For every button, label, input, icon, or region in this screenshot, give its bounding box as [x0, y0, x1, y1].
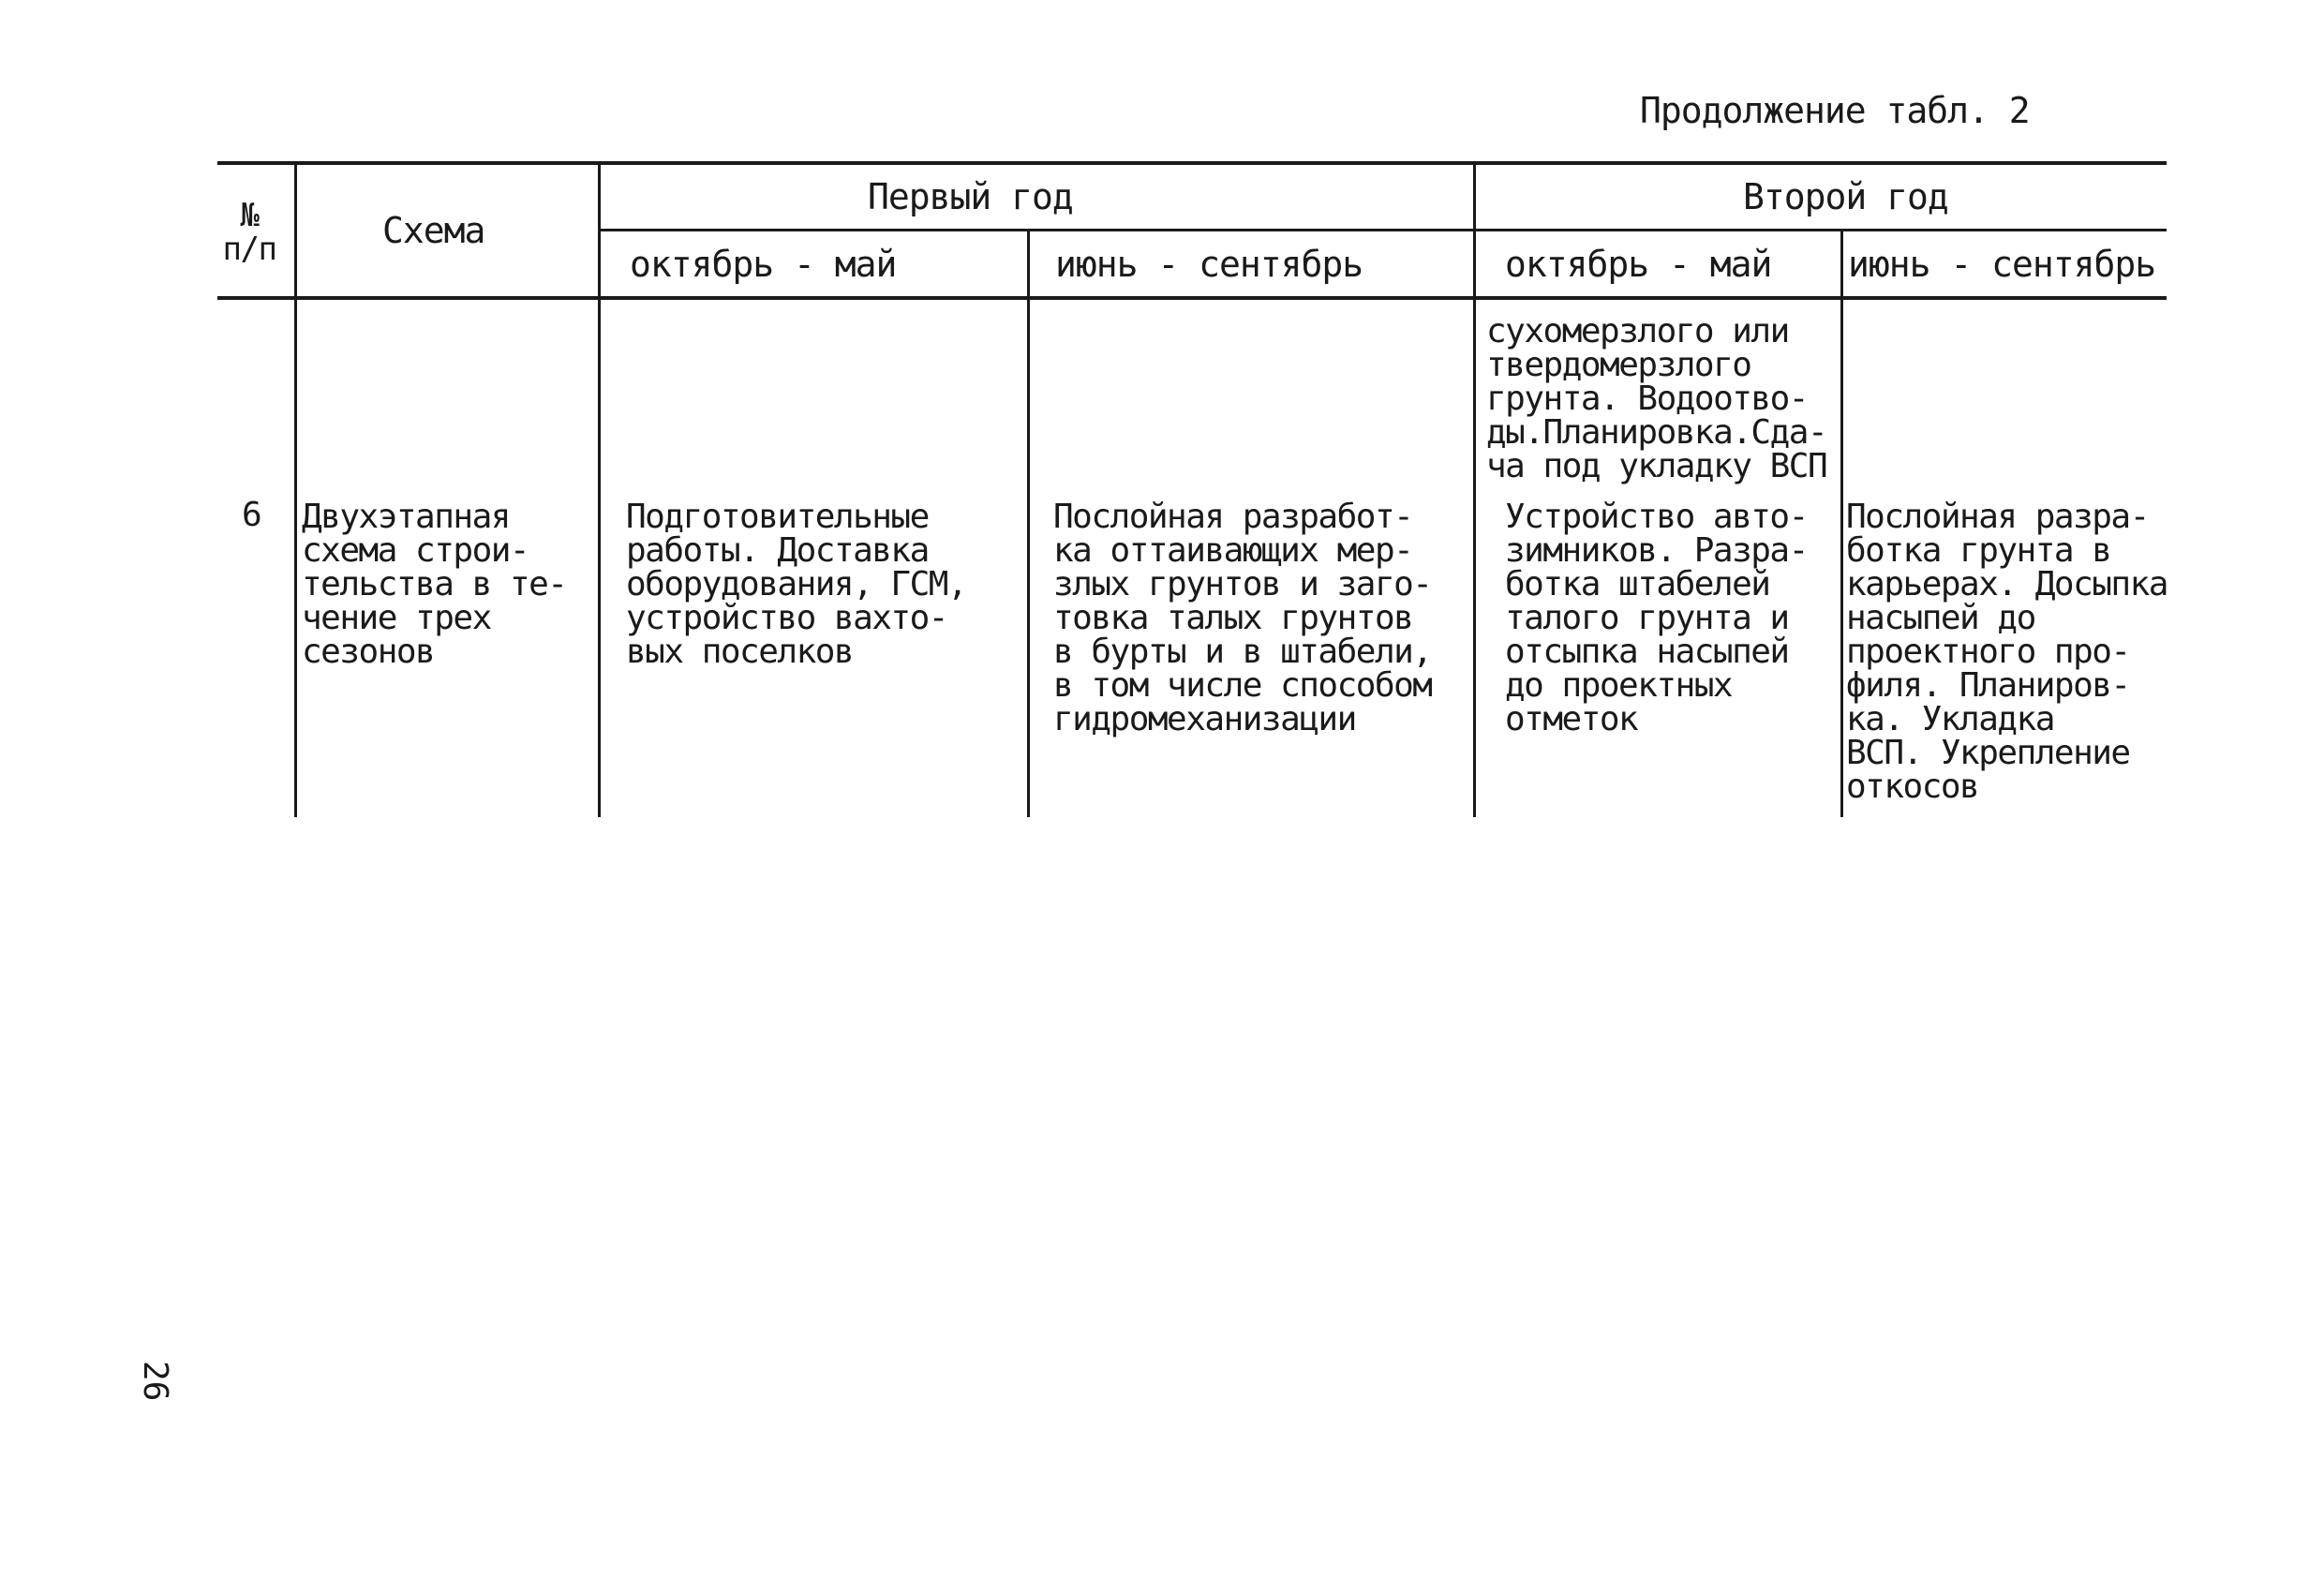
col-divider-num: [294, 161, 297, 817]
col-divider-years: [1473, 161, 1476, 817]
header-bottom-rule: [217, 296, 2167, 300]
cell-y2-jun-sep: Послойная разра- ботка грунта в карьерах. Досыпка насыпей до проектного про- филя. Планиров- ка. Укладка ВСП. Укрепление откосов: [1846, 498, 2168, 806]
table-continuation-label: Продолжение табл. 2: [1640, 90, 2030, 131]
row-number: 6: [242, 496, 261, 534]
cell-y2-oct-may: Устройство авто- зимников. Разра- ботка штабелей талого грунта и отсыпка насыпей до проектных отметок: [1505, 498, 1808, 738]
header-y1-oct-may: октябрь - май: [630, 244, 897, 285]
page-number: 26: [136, 1361, 174, 1402]
cell-scheme: Двухэтапная схема строи- тельства в те- чение трех сезонов: [302, 498, 567, 671]
col-divider-scheme: [598, 161, 601, 817]
year-subheader-rule: [600, 229, 2167, 231]
cell-y1-jun-sep: Послойная разработ- ка оттаивающих мер- злых грунтов и заго- товка талых грунтов в бурты и в штабели, в том числе способом гидромеханизации: [1053, 498, 1432, 738]
header-y2-oct-may: октябрь - май: [1505, 244, 1772, 285]
cell-y1-oct-may: Подготовительные работы. Доставка оборудования, ГСМ, устройство вахто- вых поселков: [626, 498, 967, 671]
header-second-year: Второй год: [1743, 176, 1948, 217]
header-y1-jun-sep: июнь - сентябрь: [1055, 244, 1363, 285]
cell-y2-oct-may-continued: сухомерзлого или твердомерзлого грунта. Водоотво- ды.Планировка.Сда- ча под укладку ВСП: [1486, 312, 1827, 485]
header-row-number: № п/п: [222, 197, 276, 268]
col-divider-y2-mid: [1840, 231, 1843, 817]
header-y2-jun-sep: июнь - сентябрь: [1848, 244, 2156, 285]
table-top-rule: [217, 161, 2167, 165]
header-first-year: Первый год: [868, 176, 1073, 217]
col-divider-y1-mid: [1027, 231, 1030, 817]
header-scheme: Схема: [382, 210, 485, 251]
